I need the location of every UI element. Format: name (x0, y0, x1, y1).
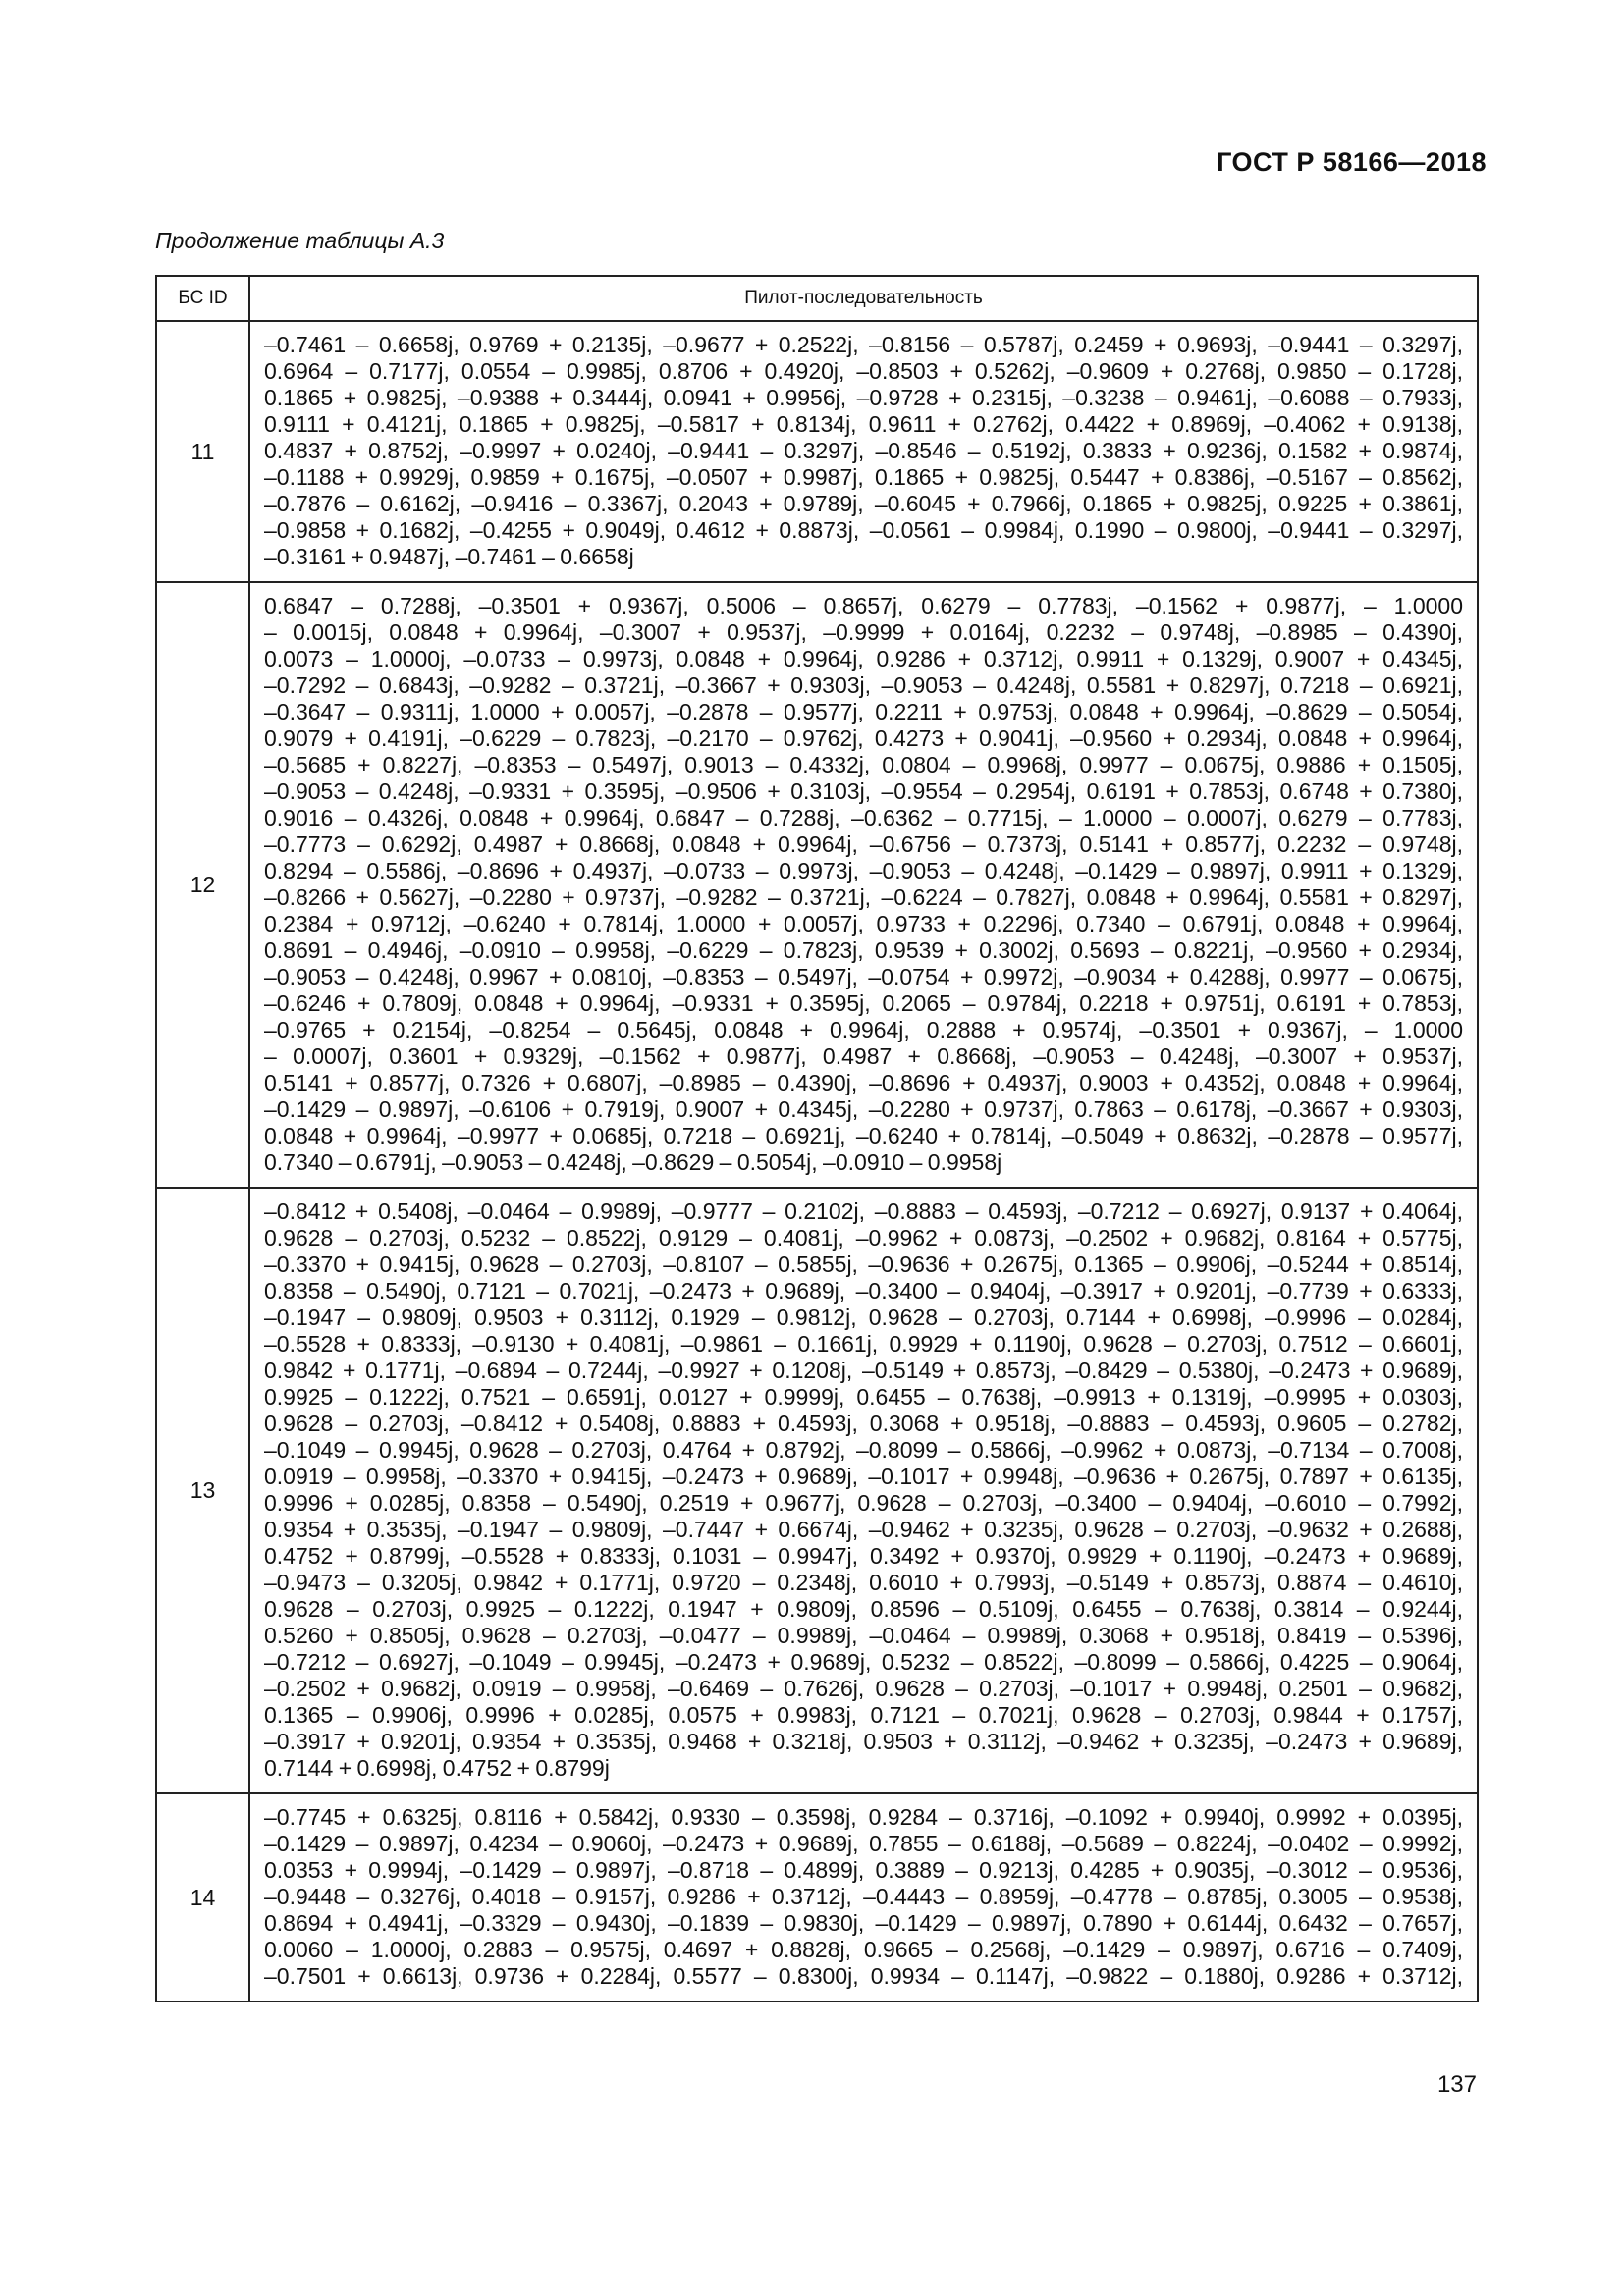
sequence-line: –0.5528 + 0.8333j, –0.9130 + 0.4081j, –0.9861 – 0.1661j, 0.9929 + 0.1190j, 0.9628 – 0.2703j, 0.7512 – 0.6601j, (264, 1331, 1463, 1357)
sequence-line: 0.0073 – 1.0000j, –0.0733 – 0.9973j, 0.0848 + 0.9964j, 0.9286 + 0.3712j, 0.9911 + 0.1329j, 0.9007 + 0.4345j, (264, 646, 1463, 671)
sequence-line: –0.3647 – 0.9311j, 1.0000 + 0.0057j, –0.2878 – 0.9577j, 0.2211 + 0.9753j, 0.0848 + 0.9964j, –0.8629 – 0.5054j, (264, 699, 1463, 724)
sequence-line: –0.7212 – 0.6927j, –0.1049 – 0.9945j, –0.2473 + 0.9689j, 0.5232 – 0.8522j, –0.8099 – 0.5866j, 0.4225 – 0.9064j, (264, 1649, 1463, 1675)
sequence-line: –0.6246 + 0.7809j, 0.0848 + 0.9964j, –0.9331 + 0.3595j, 0.2065 – 0.9784j, 0.2218 + 0.9751j, 0.6191 + 0.7853j, (264, 990, 1463, 1016)
sequence-line: –0.9053 – 0.4248j, –0.9331 + 0.3595j, –0.9506 + 0.3103j, –0.9554 – 0.2954j, 0.6191 + 0.7853j, 0.6748 + 0.7380j, (264, 778, 1463, 804)
sequence-line: 0.0919 – 0.9958j, –0.3370 + 0.9415j, –0.2473 + 0.9689j, –0.1017 + 0.9948j, –0.9636 + 0.2675j, 0.7897 + 0.6135j, (264, 1464, 1463, 1489)
sequence-line: 0.4752 + 0.8799j, –0.5528 + 0.8333j, 0.1031 – 0.9947j, 0.3492 + 0.9370j, 0.9929 + 0.1190j, –0.2473 + 0.9689j, (264, 1543, 1463, 1569)
sequence-line: – 0.0015j, 0.0848 + 0.9964j, –0.3007 + 0.9537j, –0.9999 + 0.0164j, 0.2232 – 0.9748j, –0.8985 – 0.4390j, (264, 619, 1463, 645)
pilot-sequence-cell (249, 582, 1478, 1188)
sequence-line: 0.9842 + 0.1771j, –0.6894 – 0.7244j, –0.9927 + 0.1208j, –0.5149 + 0.8573j, –0.8429 – 0.5380j, –0.2473 + 0.9689j, (264, 1358, 1463, 1383)
table-row (156, 1793, 1478, 2002)
sequence-line: 0.8358 – 0.5490j, 0.7121 – 0.7021j, –0.2473 + 0.9689j, –0.3400 – 0.9404j, –0.3917 + 0.9201j, –0.7739 + 0.6333j, (264, 1278, 1463, 1304)
sequence-line: 0.4837 + 0.8752j, –0.9997 + 0.0240j, –0.9441 – 0.3297j, –0.8546 – 0.5192j, 0.3833 + 0.9236j, 0.1582 + 0.9874j, (264, 438, 1463, 463)
sequence-line: 0.9354 + 0.3535j, –0.1947 – 0.9809j, –0.7447 + 0.6674j, –0.9462 + 0.3235j, 0.9628 – 0.2703j, –0.9632 + 0.2688j, (264, 1517, 1463, 1542)
sequence-line: –0.9448 – 0.3276j, 0.4018 – 0.9157j, 0.9286 + 0.3712j, –0.4443 – 0.8959j, –0.4778 – 0.8785j, 0.3005 – 0.9538j, (264, 1884, 1463, 1909)
sequence-line: 0.0848 + 0.9964j, –0.9977 + 0.0685j, 0.7218 – 0.6921j, –0.6240 + 0.7814j, –0.5049 + 0.8632j, –0.2878 – 0.9577j, (264, 1123, 1463, 1148)
sequence-line: 0.9996 + 0.0285j, 0.8358 – 0.5490j, 0.2519 + 0.9677j, 0.9628 – 0.2703j, –0.3400 – 0.9404j, –0.6010 – 0.7992j, (264, 1490, 1463, 1516)
sequence-line: –0.1188 + 0.9929j, 0.9859 + 0.1675j, –0.0507 + 0.9987j, 0.1865 + 0.9825j, 0.5447 + 0.8386j, –0.5167 – 0.8562j, (264, 464, 1463, 490)
sequence-line: –0.8412 + 0.5408j, –0.0464 – 0.9989j, –0.9777 – 0.2102j, –0.8883 – 0.4593j, –0.7212 – 0.6927j, 0.9137 + 0.4064j, (264, 1199, 1463, 1224)
sequence-line: –0.5685 + 0.8227j, –0.8353 – 0.5497j, 0.9013 – 0.4332j, 0.0804 – 0.9968j, 0.9977 – 0.0675j, 0.9886 + 0.1505j, (264, 752, 1463, 777)
sequence-line: 0.8294 – 0.5586j, –0.8696 + 0.4937j, –0.0733 – 0.9973j, –0.9053 – 0.4248j, –0.1429 – 0.9897j, 0.9911 + 0.1329j, (264, 858, 1463, 883)
column-header-pilot-sequence: Пилот-последовательность (249, 276, 1478, 321)
sequence-line: 0.6847 – 0.7288j, –0.3501 + 0.9367j, 0.5006 – 0.8657j, 0.6279 – 0.7783j, –0.1562 + 0.9877j, – 1.0000 (264, 593, 1463, 618)
sequence-line: 0.9111 + 0.4121j, 0.1865 + 0.9825j, –0.5817 + 0.8134j, 0.9611 + 0.2762j, 0.4422 + 0.8969j, –0.4062 + 0.9138j, (264, 411, 1463, 437)
sequence-line: –0.1947 – 0.9809j, 0.9503 + 0.3112j, 0.1929 – 0.9812j, 0.9628 – 0.2703j, 0.7144 + 0.6998j, –0.9996 – 0.0284j, (264, 1305, 1463, 1330)
table-header-row (156, 276, 1478, 321)
sequence-line: –0.7501 + 0.6613j, 0.9736 + 0.2284j, 0.5577 – 0.8300j, 0.9934 – 0.1147j, –0.9822 – 0.1880j, 0.9286 + 0.3712j, (264, 1963, 1463, 1989)
sequence-line: – 0.0007j, 0.3601 + 0.9329j, –0.1562 + 0.9877j, 0.4987 + 0.8668j, –0.9053 – 0.4248j, –0.3007 + 0.9537j, (264, 1043, 1463, 1069)
sequence-line: 0.9016 – 0.4326j, 0.0848 + 0.9964j, 0.6847 – 0.7288j, –0.6362 – 0.7715j, – 1.0000 – 0.0007j, 0.6279 – 0.7783j, (264, 805, 1463, 830)
sequence-line: 0.8694 + 0.4941j, –0.3329 – 0.9430j, –0.1839 – 0.9830j, –0.1429 – 0.9897j, 0.7890 + 0.6144j, 0.6432 – 0.7657j, (264, 1910, 1463, 1936)
sequence-line: 0.9628 – 0.2703j, –0.8412 + 0.5408j, 0.8883 + 0.4593j, 0.3068 + 0.9518j, –0.8883 – 0.4593j, 0.9605 – 0.2782j, (264, 1411, 1463, 1436)
sequence-line: –0.7876 – 0.6162j, –0.9416 – 0.3367j, 0.2043 + 0.9789j, –0.6045 + 0.7966j, 0.1865 + 0.9825j, 0.9225 + 0.3861j, (264, 491, 1463, 516)
sequence-line: –0.9858 + 0.1682j, –0.4255 + 0.9049j, 0.4612 + 0.8873j, –0.0561 – 0.9984j, 0.1990 – 0.9800j, –0.9441 – 0.3297j, (264, 517, 1463, 543)
sequence-line: –0.7292 – 0.6843j, –0.9282 – 0.3721j, –0.3667 + 0.9303j, –0.9053 – 0.4248j, 0.5581 + 0.8297j, 0.7218 – 0.6921j, (264, 672, 1463, 698)
sequence-line: 0.9079 + 0.4191j, –0.6229 – 0.7823j, –0.2170 – 0.9762j, 0.4273 + 0.9041j, –0.9560 + 0.2934j, 0.0848 + 0.9964j, (264, 725, 1463, 751)
sequence-line: 0.0060 – 1.0000j, 0.2883 – 0.9575j, 0.4697 + 0.8828j, 0.9665 – 0.2568j, –0.1429 – 0.9897j, 0.6716 – 0.7409j, (264, 1937, 1463, 1962)
sequence-line: 0.7340 – 0.6791j, –0.9053 – 0.4248j, –0.8629 – 0.5054j, –0.0910 – 0.9958j (264, 1149, 1002, 1175)
sequence-line: 0.7144 + 0.6998j, 0.4752 + 0.8799j (264, 1755, 610, 1781)
sequence-line: –0.1429 – 0.9897j, –0.6106 + 0.7919j, 0.9007 + 0.4345j, –0.2280 + 0.9737j, 0.7863 – 0.6178j, –0.3667 + 0.9303j, (264, 1096, 1463, 1122)
bs-id-cell: 13 (156, 1188, 249, 1793)
sequence-line: 0.5141 + 0.8577j, 0.7326 + 0.6807j, –0.8985 – 0.4390j, –0.8696 + 0.4937j, 0.9003 + 0.4352j, 0.0848 + 0.9964j, (264, 1070, 1463, 1095)
table-row (156, 321, 1478, 582)
sequence-line: 0.8691 – 0.4946j, –0.0910 – 0.9958j, –0.6229 – 0.7823j, 0.9539 + 0.3002j, 0.5693 – 0.8221j, –0.9560 + 0.2934j, (264, 937, 1463, 963)
sequence-line: 0.5260 + 0.8505j, 0.9628 – 0.2703j, –0.0477 – 0.9989j, –0.0464 – 0.9989j, 0.3068 + 0.9518j, 0.8419 – 0.5396j, (264, 1623, 1463, 1648)
sequence-line: –0.9765 + 0.2154j, –0.8254 – 0.5645j, 0.0848 + 0.9964j, 0.2888 + 0.9574j, –0.3501 + 0.9367j, – 1.0000 (264, 1017, 1463, 1042)
sequence-line: –0.7461 – 0.6658j, 0.9769 + 0.2135j, –0.9677 + 0.2522j, –0.8156 – 0.5787j, 0.2459 + 0.9693j, –0.9441 – 0.3297j, (264, 332, 1463, 357)
sequence-line: –0.3161 + 0.9487j, –0.7461 – 0.6658j (264, 544, 634, 569)
column-header-bs-id: БС ID (156, 276, 249, 321)
sequence-line: 0.2384 + 0.9712j, –0.6240 + 0.7814j, 1.0000 + 0.0057j, 0.9733 + 0.2296j, 0.7340 – 0.6791j, 0.0848 + 0.9964j, (264, 911, 1463, 936)
document-standard-header: ГОСТ Р 58166—2018 (1217, 147, 1487, 177)
table-row (156, 1188, 1478, 1793)
sequence-line: –0.1049 – 0.9945j, 0.9628 – 0.2703j, 0.4764 + 0.8792j, –0.8099 – 0.5866j, –0.9962 + 0.0873j, –0.7134 – 0.7008j, (264, 1437, 1463, 1463)
sequence-line: 0.9628 – 0.2703j, 0.9925 – 0.1222j, 0.1947 + 0.9809j, 0.8596 – 0.5109j, 0.6455 – 0.7638j, 0.3814 – 0.9244j, (264, 1596, 1463, 1622)
sequence-line: –0.3917 + 0.9201j, 0.9354 + 0.3535j, 0.9468 + 0.3218j, 0.9503 + 0.3112j, –0.9462 + 0.3235j, –0.2473 + 0.9689j, (264, 1729, 1463, 1754)
sequence-line: –0.1429 – 0.9897j, 0.4234 – 0.9060j, –0.2473 + 0.9689j, 0.7855 – 0.6188j, –0.5689 – 0.8224j, –0.0402 – 0.9992j, (264, 1831, 1463, 1856)
pilot-sequence-cell (249, 1188, 1478, 1793)
sequence-line: 0.1865 + 0.9825j, –0.9388 + 0.3444j, 0.0941 + 0.9956j, –0.9728 + 0.2315j, –0.3238 – 0.9461j, –0.6088 – 0.7933j, (264, 385, 1463, 410)
sequence-line: 0.1365 – 0.9906j, 0.9996 + 0.0285j, 0.0575 + 0.9983j, 0.7121 – 0.7021j, 0.9628 – 0.2703j, 0.9844 + 0.1757j, (264, 1702, 1463, 1728)
pilot-sequence-cell (249, 321, 1478, 582)
table-row (156, 582, 1478, 1188)
bs-id-cell: 14 (156, 1793, 249, 2002)
pilot-sequence-table (155, 275, 1479, 2002)
sequence-line: 0.9628 – 0.2703j, 0.5232 – 0.8522j, 0.9129 – 0.4081j, –0.9962 + 0.0873j, –0.2502 + 0.9682j, 0.8164 + 0.5775j, (264, 1225, 1463, 1251)
sequence-line: 0.0353 + 0.9994j, –0.1429 – 0.9897j, –0.8718 – 0.4899j, 0.3889 – 0.9213j, 0.4285 + 0.9035j, –0.3012 – 0.9536j, (264, 1857, 1463, 1883)
sequence-line: 0.9925 – 0.1222j, 0.7521 – 0.6591j, 0.0127 + 0.9999j, 0.6455 – 0.7638j, –0.9913 + 0.1319j, –0.9995 + 0.0303j, (264, 1384, 1463, 1410)
bs-id-cell: 12 (156, 582, 249, 1188)
sequence-line: –0.7745 + 0.6325j, 0.8116 + 0.5842j, 0.9330 – 0.3598j, 0.9284 – 0.3716j, –0.1092 + 0.9940j, 0.9992 + 0.0395j, (264, 1804, 1463, 1830)
sequence-line: 0.6964 – 0.7177j, 0.0554 – 0.9985j, 0.8706 + 0.4920j, –0.8503 + 0.5262j, –0.9609 + 0.2768j, 0.9850 – 0.1728j, (264, 358, 1463, 384)
table-caption: Продолжение таблицы А.3 (155, 228, 445, 253)
sequence-line: –0.2502 + 0.9682j, 0.0919 – 0.9958j, –0.6469 – 0.7626j, 0.9628 – 0.2703j, –0.1017 + 0.9948j, 0.2501 – 0.9682j, (264, 1676, 1463, 1701)
sequence-line: –0.8266 + 0.5627j, –0.2280 + 0.9737j, –0.9282 – 0.3721j, –0.6224 – 0.7827j, 0.0848 + 0.9964j, 0.5581 + 0.8297j, (264, 884, 1463, 910)
page-number: 137 (1436, 2071, 1477, 2098)
sequence-line: –0.7773 – 0.6292j, 0.4987 + 0.8668j, 0.0848 + 0.9964j, –0.6756 – 0.7373j, 0.5141 + 0.8577j, 0.2232 – 0.9748j, (264, 831, 1463, 857)
bs-id-cell: 11 (156, 321, 249, 582)
sequence-line: –0.9473 – 0.3205j, 0.9842 + 0.1771j, 0.9720 – 0.2348j, 0.6010 + 0.7993j, –0.5149 + 0.8573j, 0.8874 – 0.4610j, (264, 1570, 1463, 1595)
sequence-line: –0.9053 – 0.4248j, 0.9967 + 0.0810j, –0.8353 – 0.5497j, –0.0754 + 0.9972j, –0.9034 + 0.4288j, 0.9977 – 0.0675j, (264, 964, 1463, 989)
pilot-sequence-cell (249, 1793, 1478, 2002)
sequence-line: –0.3370 + 0.9415j, 0.9628 – 0.2703j, –0.8107 – 0.5855j, –0.9636 + 0.2675j, 0.1365 – 0.9906j, –0.5244 + 0.8514j, (264, 1252, 1463, 1277)
